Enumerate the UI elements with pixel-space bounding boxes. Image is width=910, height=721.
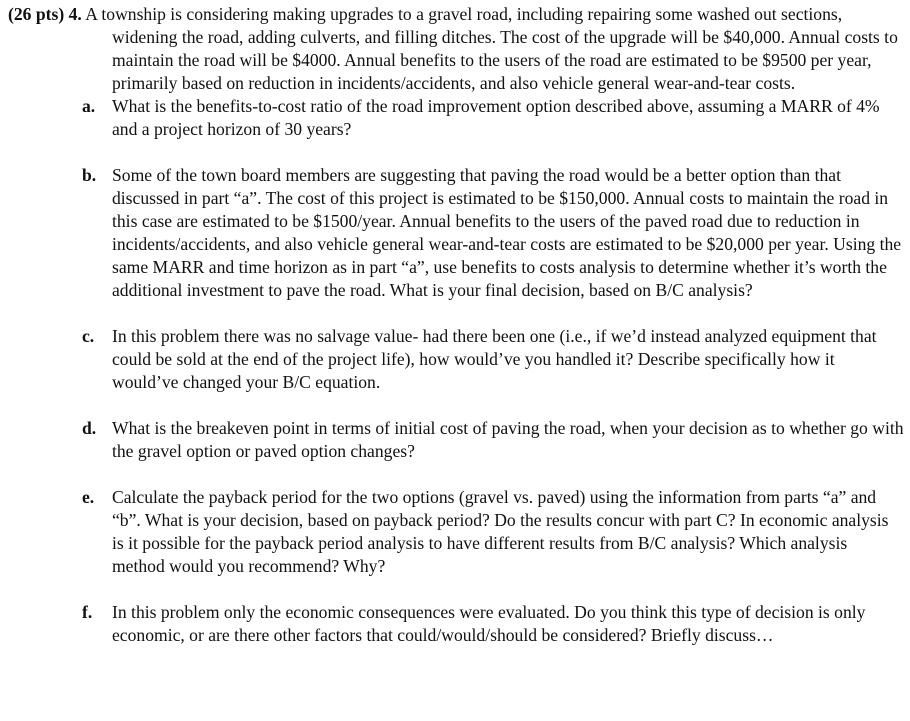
points-label: (26 pts)	[8, 4, 65, 24]
problem-4	[8, 3, 904, 647]
part-b	[8, 164, 904, 302]
part-a	[8, 95, 904, 141]
part-f-text: In this problem only the economic consequences were evaluated. Do you think this type of decision is only economic, or are there other factors that could/would/should be considered? Briefly discuss…	[112, 602, 866, 645]
problem-number: 4.	[68, 4, 82, 24]
problem-stem	[8, 3, 904, 95]
part-e	[8, 486, 904, 578]
problem-stem-text: A township is considering making upgrades to a gravel road, including repairing some washed out sections, widening the road, adding culverts, and filling ditches. The cost of the upgrade will be $40,000. Annual costs to maintain the road will be $4000. Annual benefits to the users of the road are estimated to be $9500 per year, primarily based on reduction in incidents/accidents, and also vehicle general wear-and-tear costs.	[85, 4, 898, 93]
part-c-text: In this problem there was no salvage value- had there been one (i.e., if we’d instead analyzed equipment that could be sold at the end of the project life), how would’ve you handled it? Describe specifically how it would’ve changed your B/C equation.	[112, 326, 877, 392]
part-d	[8, 417, 904, 463]
part-b-letter: b.	[82, 165, 97, 185]
part-c	[8, 325, 904, 394]
part-a-text: What is the benefits-to-cost ratio of the road improvement option described above, assuming a MARR of 4% and a project horizon of 30 years?	[112, 96, 880, 139]
part-b-text: Some of the town board members are suggesting that paving the road would be a better option than that discussed in part “a”. The cost of this project is estimated to be $150,000. Annual costs to maintain the road in this case are estimated to be $1500/year. Annual benefits to the users of the paved road due to reduction in incidents/accidents, and also vehicle general wear-and-tear costs are estimated to be $20,000 per year. Using the same MARR and time horizon as in part “a”, use benefits to costs analysis to determine whether it’s worth the additional investment to pave the road. What is your final decision, based on B/C analysis?	[112, 165, 902, 300]
part-c-letter: c.	[82, 326, 95, 346]
part-a-letter: a.	[82, 96, 96, 116]
part-f-letter: f.	[82, 602, 93, 622]
part-d-letter: d.	[82, 418, 97, 438]
part-f	[8, 601, 904, 647]
part-d-text: What is the breakeven point in terms of initial cost of paving the road, when your decision as to whether go with the gravel option or paved option changes?	[112, 418, 904, 461]
part-e-text: Calculate the payback period for the two options (gravel vs. paved) using the information from parts “a” and “b”. What is your decision, based on payback period? Do the results concur with part C? In economic analysis is it possible for the payback period analysis to have different results from B/C analysis? Which analysis method would you recommend? Why?	[112, 487, 889, 576]
part-e-letter: e.	[82, 487, 95, 507]
